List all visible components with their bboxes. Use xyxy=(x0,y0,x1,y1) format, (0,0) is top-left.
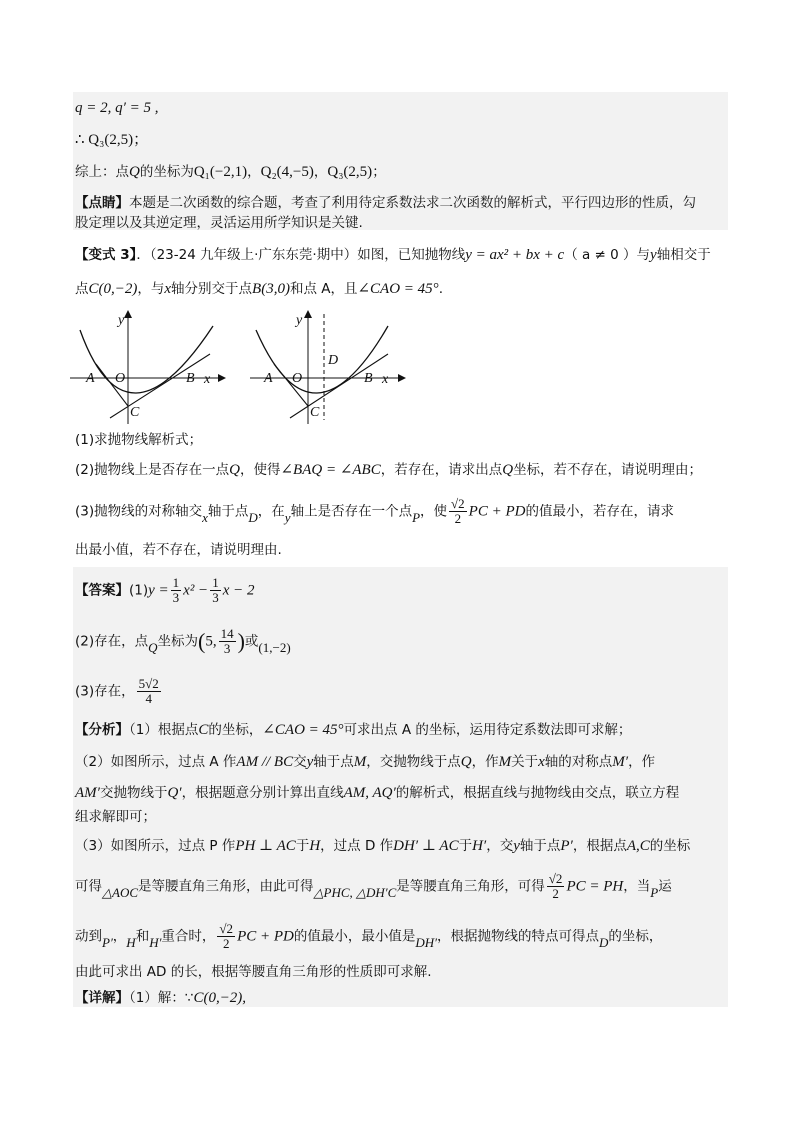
analysis-4: 组求解即可； xyxy=(75,809,156,825)
answer-1: 【答案】(1)y = $\frac{1}{3}$ x² − $\frac{1}{3}$ x − 2 xyxy=(75,575,255,605)
detail-line: 【详解】（1）解：∵C(0,−2), xyxy=(75,990,247,1006)
sqrt2-over-2: $\frac{√2}{2}$ xyxy=(451,496,465,526)
figure-left xyxy=(68,308,228,426)
fig-left-label-x: x xyxy=(204,372,211,387)
analysis-5: （3）如图所示，过点 P 作PH ⊥ AC于H，过点 D 作DH′ ⊥ AC于H′，交y轴于点P′，根据点A,C的坐标 xyxy=(75,838,691,854)
solution-summary: 综上：点Q的坐标为Q₁(−2,1)，Q₂(4,−5)，Q₃(2,5)； xyxy=(75,164,386,180)
fig-right-label-d: D xyxy=(328,353,339,368)
fig-right-label-y: y xyxy=(296,313,303,328)
fig-right-label-o: O xyxy=(292,371,303,386)
analysis-7: 动到P′，H和H′重合时， $\frac{√2}{2}$ PC + PD的值最小，最小值是DH′，根据抛物线的特点可得点D的坐标， xyxy=(75,921,663,951)
figure-right xyxy=(248,308,408,426)
analysis-3: AM′交抛物线于Q′，根据题意分别计算出直线AM, AQ′的解析式，根据直线与抛物线由交点，联立方程 xyxy=(75,785,680,801)
question-2: (2)抛物线上是否存在一点Q，使得∠BAQ = ∠ABC，若存在，请求出点Q坐标，若不存在，请说明理由； xyxy=(75,462,703,478)
question-3: (3)抛物线的对称轴交x轴于点D，在y轴上是否存在一个点P，使 $\frac{√2}{2}$ PC + PD的值最小，若存在，请求 xyxy=(75,496,674,526)
fig-left-label-a: A xyxy=(86,371,95,386)
fig-right-label-b: B xyxy=(364,371,373,386)
fig-right-label-a: A xyxy=(264,371,273,386)
problem-line-2: 点C(0,−2)，与x轴分别交于点B(3,0)和点 A，且∠CAO = 45°. xyxy=(75,281,443,297)
fig-left-label-c: C xyxy=(130,405,140,420)
fig-right-label-x: x xyxy=(382,372,389,387)
comment-line-2: 股定理以及其逆定理，灵活运用所学知识是关键. xyxy=(75,215,363,231)
fig-left-label-y: y xyxy=(118,313,125,328)
analysis-8: 由此可求出 AD 的长，根据等腰直角三角形的性质即可求解. xyxy=(75,964,432,980)
fig-left-label-o: O xyxy=(115,371,126,386)
comment-line-1: 【点睛】本题是二次函数的综合题，考查了利用待定系数法求二次函数的解析式，平行四边形的性质，勾 xyxy=(75,195,696,211)
answer-3: (3)存在， $\frac{5√2}{4}$ xyxy=(75,676,159,706)
answer-2: (2)存在，点Q坐标为(5, $\frac{14}{3}$ )或(1,−2) xyxy=(75,626,291,656)
solution-line-1: q = 2, q′ = 5 , xyxy=(75,100,159,116)
analysis-6: 可得△AOC是等腰直角三角形，由此可得△PHC, △DH′C是等腰直角三角形，可得 $\frac{√2}{2}$ PC = PH，当P运 xyxy=(75,871,672,901)
analysis-1: 【分析】（1）根据点C的坐标，∠CAO = 45°可求出点 A 的坐标，运用待定系数法即可求解； xyxy=(75,722,632,738)
analysis-2: （2）如图所示，过点 A 作AM // BC交y轴于点M，交抛物线于点Q，作M关于x轴的对称点M′，作 xyxy=(75,754,656,770)
fig-left-label-b: B xyxy=(186,371,195,386)
solution-line-2: ∴ Q₃(2,5)； xyxy=(75,132,149,148)
question-1: (1)求抛物线解析式； xyxy=(75,432,203,448)
problem-line-1: 【变式 3】．（23-24 九年级上·广东东莞·期中）如图，已知抛物线y = ax² + bx + c（ a ≠ 0 ）与y轴相交于 xyxy=(75,247,711,263)
fig-right-label-c: C xyxy=(310,405,320,420)
question-3-cont: 出最小值，若不存在，请说明理由. xyxy=(75,542,282,558)
